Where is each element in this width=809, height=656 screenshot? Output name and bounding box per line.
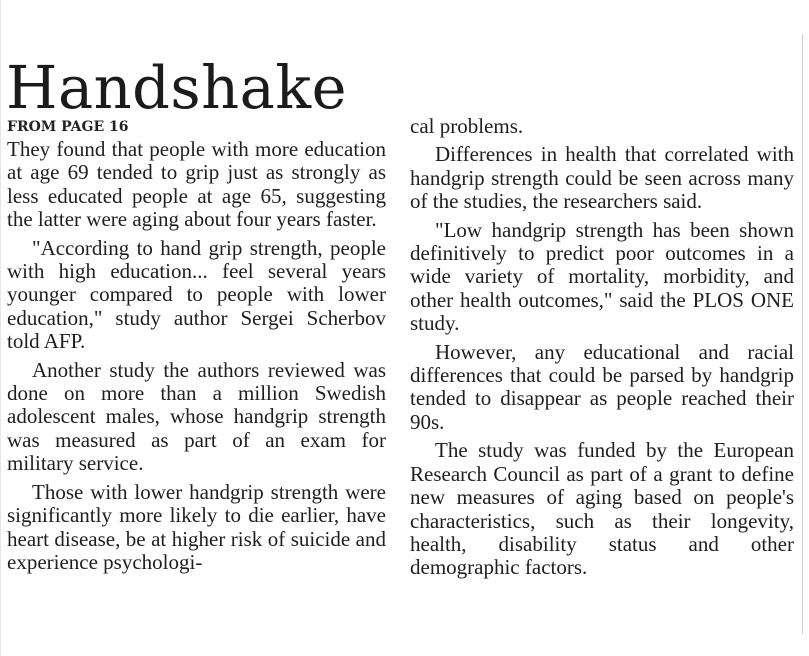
article-column-2: [410, 115, 794, 585]
article-paragraph: Differences in health that correlated with handgrip strength could be seen across many of the studies, the researchers said.: [410, 142, 794, 214]
article-paragraph: "According to hand grip strength, people with high education... feel several years younger compared to people with lower education," study author Sergei Scherbov told AFP.: [7, 235, 386, 354]
article-paragraph: Another study the authors reviewed was done on more than a million Swedish adolescent males, whose handgrip strength was measured as part of an exam for military service.: [7, 357, 386, 476]
article-paragraph: However, any educational and racial differences that could be parsed by handgrip tended to disappear as people reached their 90s.: [410, 339, 794, 434]
article-paragraph: "Low handgrip strength has been shown definitively to predict poor outcomes in a wide variety of mortality, morbidity, and other health outcomes," said the PLOS ONE study.: [410, 217, 794, 336]
article-column-1: [7, 138, 386, 579]
article-headline: Handshake: [6, 52, 348, 122]
article-paragraph: cal problems.: [410, 114, 524, 138]
jump-line: FROM PAGE 16: [7, 119, 129, 135]
article-paragraph: Those with lower handgrip strength were significantly more likely to die earlier, have heart disease, be at higher risk of suicide and experience psychologi-: [7, 479, 386, 574]
page-edge-line: [0, 0, 1, 656]
column-rule: [802, 34, 803, 634]
article-paragraph: They found that people with more education at age 69 tended to grip just as strongly as less educated people at age 65, suggesting the latter were aging about four years faster.: [7, 137, 386, 232]
article-paragraph: The study was funded by the European Research Council as part of a grant to define new measures of aging based on people's characteristics, such as their longevity, health, disability status and other demographic factors.: [410, 438, 794, 580]
